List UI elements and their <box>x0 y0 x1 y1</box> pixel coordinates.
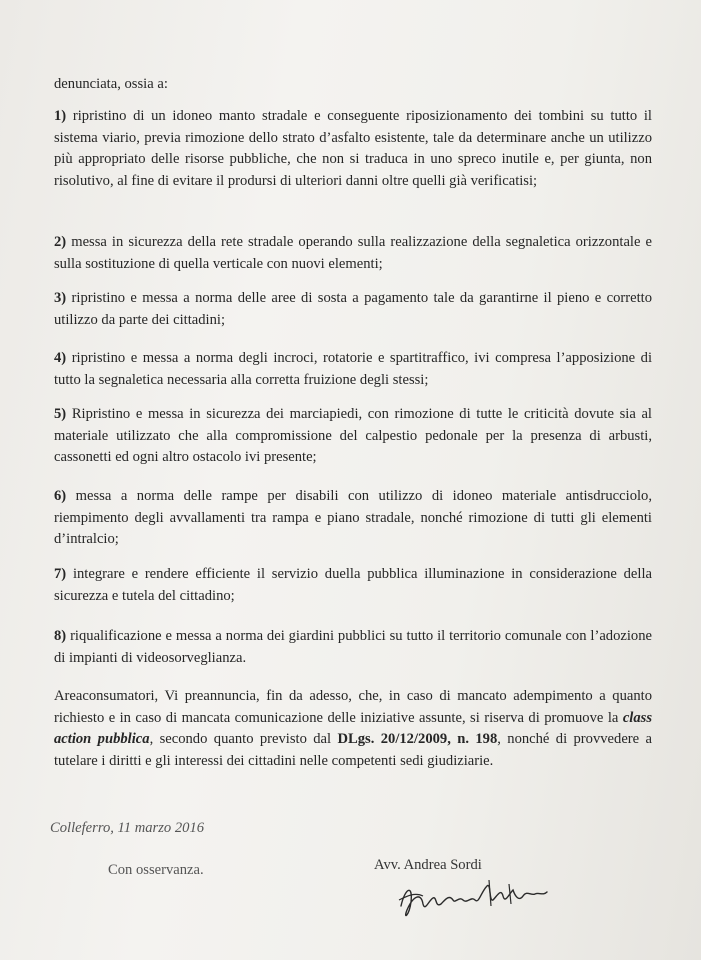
class-action-emphasis: class action pubblica <box>54 709 652 748</box>
list-item-5 <box>54 404 652 469</box>
closing-paragraph <box>54 686 652 772</box>
item-text: ripristino e messa a norma delle aree di sosta a pagamento tale da garantirne il pieno e corretto utilizzo da parte dei cittadini; <box>54 290 652 328</box>
item-number: 7) <box>54 566 67 582</box>
item-text: riqualificazione e messa a norma dei giardini pubblici su tutto il territorio comunale con l’adozione di impianti di videosorveglianza. <box>54 628 652 666</box>
item-number: 2) <box>54 234 67 250</box>
salutation: Con osservanza. <box>108 862 204 878</box>
item-number: 1) <box>54 108 67 124</box>
list-item-3 <box>54 288 652 331</box>
list-item-2 <box>54 232 652 275</box>
item-number: 6) <box>54 488 67 504</box>
intro-text: denunciata, ossia a: <box>54 76 168 92</box>
item-text: messa in sicurezza della rete stradale operando sulla realizzazione della segnaletica orizzontale e sulla sostituzione di quella verticale con nuovi elementi; <box>54 234 652 272</box>
closing-text-1: Areaconsumatori, Vi preannuncia, fin da adesso, che, in caso di mancato adempimento a quanto richiesto e in caso di mancata comunicazione delle iniziative assunte, si riserva di promuove la <box>54 688 652 726</box>
item-text: ripristino di un idoneo manto stradale e conseguente riposizionamento dei tombini su tutto il sistema viario, previa rimozione dello strato d’asfalto esistente, tale da determinare anche un utilizzo più appropriato delle risorse pubbliche, che non si traduca in uno spreco inutile e, per giunta, non risolutivo, al fine di evitare il prodursi di ulteriori danni oltre quelli già verificatisi; <box>54 108 652 189</box>
closing-text-2: , secondo quanto previsto dal <box>149 731 338 748</box>
closing-text-3: , nonché di provvedere a tutelare i diritti e gli interessi dei cittadini nelle competenti sedi giudiziarie. <box>54 731 652 769</box>
item-number: 5) <box>54 406 67 422</box>
item-text: integrare e rendere efficiente il servizio duella pubblica illuminazione in considerazione della sicurezza e tutela del cittadino; <box>54 566 652 604</box>
list-item-7 <box>54 564 652 607</box>
item-number: 8) <box>54 628 67 644</box>
law-reference: DLgs. 20/12/2009, n. 198 <box>337 731 498 748</box>
list-item-8 <box>54 626 652 669</box>
item-number: 3) <box>54 290 67 306</box>
list-item-6 <box>54 486 652 551</box>
signer-name: Avv. Andrea Sordi <box>374 857 482 873</box>
place-date: Colleferro, 11 marzo 2016 <box>50 820 205 836</box>
item-number: 4) <box>54 350 67 366</box>
list-item-4 <box>54 348 652 391</box>
item-text: Ripristino e messa in sicurezza dei marciapiedi, con rimozione di tutte le criticità dovute sia al materiale utilizzato che alla compromissione del calpestio pedonale per la presenza di arbusti, cassonetti ed ogni altro ostacolo ivi presente; <box>54 406 652 466</box>
item-text: ripristino e messa a norma degli incroci, rotatorie e spartitraffico, ivi compresa l’apposizione di tutto la segnaletica necessaria alla corretta fruizione degli stessi; <box>54 350 652 388</box>
item-text: messa a norma delle rampe per disabili con utilizzo di idoneo materiale antisdrucciolo, riempimento degli avvallamenti tra rampa e piano stradale, nonché rimozione di tutti gli elementi d’intralcio; <box>54 488 652 548</box>
list-item-1 <box>54 106 652 192</box>
handwritten-signature <box>393 866 553 932</box>
